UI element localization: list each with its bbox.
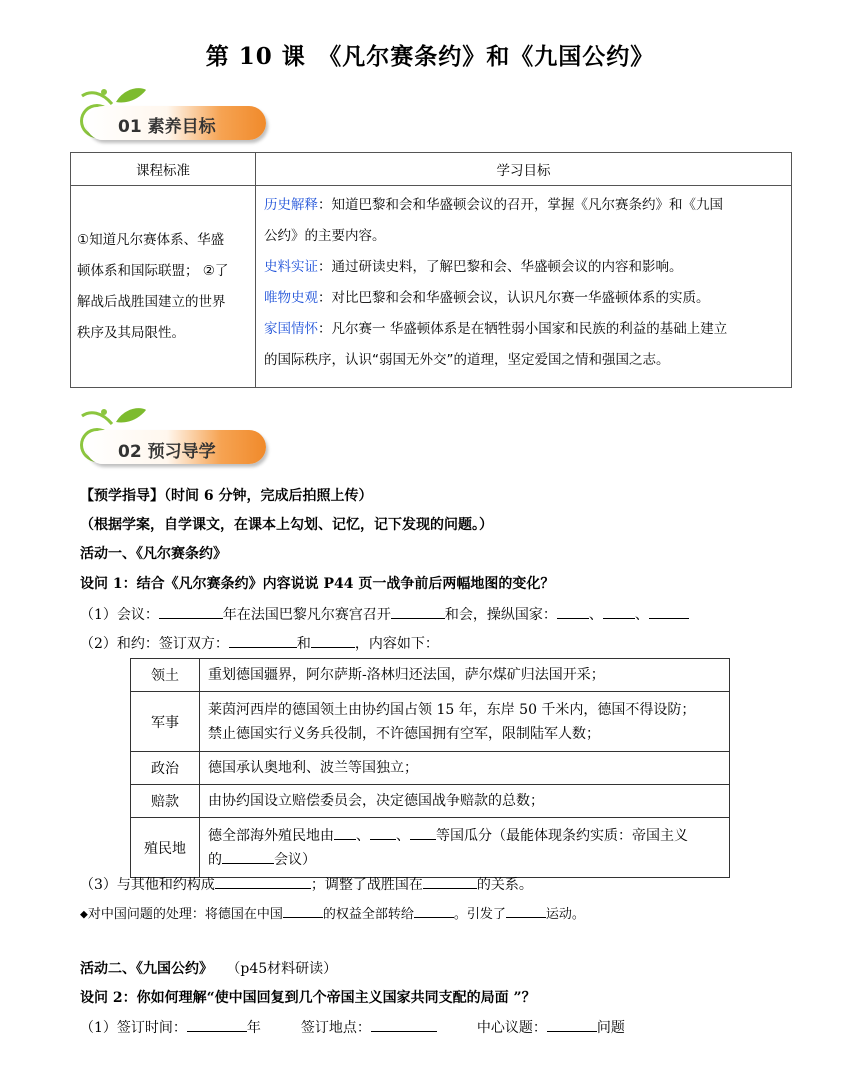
treaty-text: 由协约国设立赔偿委员会，决定德国战争赔款的总数； <box>200 785 730 818</box>
standard-line: 秩序及其局限性。 <box>77 324 185 341</box>
blank-field[interactable] <box>557 603 589 619</box>
treaty-text: 德全部海外殖民地由 、 、 等国瓜分（最能体现条约实质：帝国主义 的 会议） <box>200 818 730 878</box>
q1-part2: （2）和约：签订双方： 和 ，内容如下： <box>80 632 439 653</box>
treaty-text: 重划德国疆界，阿尔萨斯-洛林归还法国，萨尔煤矿归法国开采； <box>200 659 730 692</box>
standard-line: ①知道凡尔赛体系、华盛 <box>77 231 225 248</box>
treaty-category: 政治 <box>131 752 200 785</box>
blank-field[interactable] <box>215 873 311 889</box>
standard-cell <box>71 186 256 388</box>
treaty-category: 军事 <box>131 692 200 752</box>
badge-label: 预习导学 <box>147 442 216 462</box>
goal-item: 家国情怀：凡尔赛一 华盛顿体系是在牺牲弱小国家和民族的利益的基础上建立 <box>264 321 728 337</box>
q1-part3: （3）与其他和约构成 ；调整了战胜国在 的关系。 <box>80 873 533 894</box>
objectives-table <box>70 152 792 388</box>
guide-instruction: （根据学案，自学课文，在课本上勾划、记忆，记下发现的问题。） <box>80 517 493 533</box>
standard-line: 解战后战胜国建立的世界 <box>77 293 226 310</box>
activity-one-title: 活动一、《凡尔赛条约》 <box>80 546 227 562</box>
treaty-category: 领土 <box>131 659 200 692</box>
blank-field[interactable] <box>159 603 223 619</box>
section-badge-preview <box>72 404 272 484</box>
goal-key: 家国情怀 <box>264 321 318 337</box>
goal-key: 史料实证 <box>264 259 318 275</box>
blank-field[interactable] <box>334 824 356 840</box>
badge-number: 02 <box>118 442 142 462</box>
blank-field[interactable] <box>229 632 297 648</box>
goal-item-cont: 公约》的主要内容。 <box>264 228 386 244</box>
blank-field[interactable] <box>603 603 635 619</box>
goal-item: 历史解释：知道巴黎和会和华盛顿会议的召开，掌握《凡尔赛条约》和《九国 <box>264 197 723 213</box>
lesson-title: 第 10 课 《凡尔赛条约》和《九国公约》 <box>205 43 655 70</box>
blank-field[interactable] <box>283 902 323 918</box>
badge-number: 01 <box>118 117 142 137</box>
guide-heading: 【预学指导】（时间 6 分钟，完成后拍照上传） <box>80 488 373 504</box>
blank-field[interactable] <box>410 824 436 840</box>
q2-part1: （1）签订时间： 年 签订地点： 中心议题： 问题 <box>80 1016 625 1037</box>
standard-line: 顿体系和国际联盟； ②了 <box>77 262 229 279</box>
badge-label: 素养目标 <box>147 117 216 137</box>
treaty-text: 德国承认奥地利、波兰等国独立； <box>200 752 730 785</box>
treaty-text: 莱茵河西岸的德国领土由协约国占领 15 年，东岸 50 千米内，德国不得设防； 禁止德国实行义务兵役制，不许德国拥有空军，限制陆军人数； <box>200 692 730 752</box>
blank-field[interactable] <box>506 902 546 918</box>
blank-field[interactable] <box>370 824 396 840</box>
blank-field[interactable] <box>649 603 689 619</box>
question-two: 设问 2：你如何理解“使中国回复到几个帝国主义国家共同支配的局面 ”？ <box>80 990 536 1006</box>
blank-field[interactable] <box>423 873 477 889</box>
blank-field[interactable] <box>222 848 274 864</box>
question-one: 设问 1：结合《凡尔赛条约》内容说说 P44 页一战争前后两幅地图的变化？ <box>80 576 555 592</box>
goal-key: 历史解释 <box>264 197 318 213</box>
goal-item-cont: 的国际秩序，认识“弱国无外交”的道理，坚定爱国之情和强国之志。 <box>264 352 670 368</box>
blank-field[interactable] <box>391 603 445 619</box>
q1-part1: （1）会议： 年在法国巴黎凡尔赛宫召开 和会，操纵国家： 、 、 <box>80 603 689 624</box>
china-handling: ◆对中国问题的处理：将德国在中国 的权益全部转给 。引发了 运动。 <box>80 902 585 922</box>
goal-cell <box>256 186 792 388</box>
treaty-content-table <box>130 658 730 878</box>
blank-field[interactable] <box>414 902 454 918</box>
header-standard: 课程标准 <box>71 153 256 186</box>
activity-two-note: （p45材料研读） <box>226 961 338 977</box>
blank-field[interactable] <box>547 1016 597 1032</box>
goal-item: 史料实证：通过研读史料，了解巴黎和会、华盛顿会议的内容和影响。 <box>264 259 683 275</box>
blank-field[interactable] <box>371 1016 437 1032</box>
blank-field[interactable] <box>187 1016 247 1032</box>
blank-field[interactable] <box>311 632 355 648</box>
treaty-category: 殖民地 <box>131 818 200 878</box>
treaty-category: 赔款 <box>131 785 200 818</box>
goal-key: 唯物史观 <box>264 290 318 306</box>
goal-item: 唯物史观：对比巴黎和会和华盛顿会议，认识凡尔赛一华盛顿体系的实质。 <box>264 290 710 306</box>
activity-two-title: 活动二、《九国公约》 （p45材料研读） <box>80 961 338 977</box>
header-goal: 学习目标 <box>256 153 792 186</box>
